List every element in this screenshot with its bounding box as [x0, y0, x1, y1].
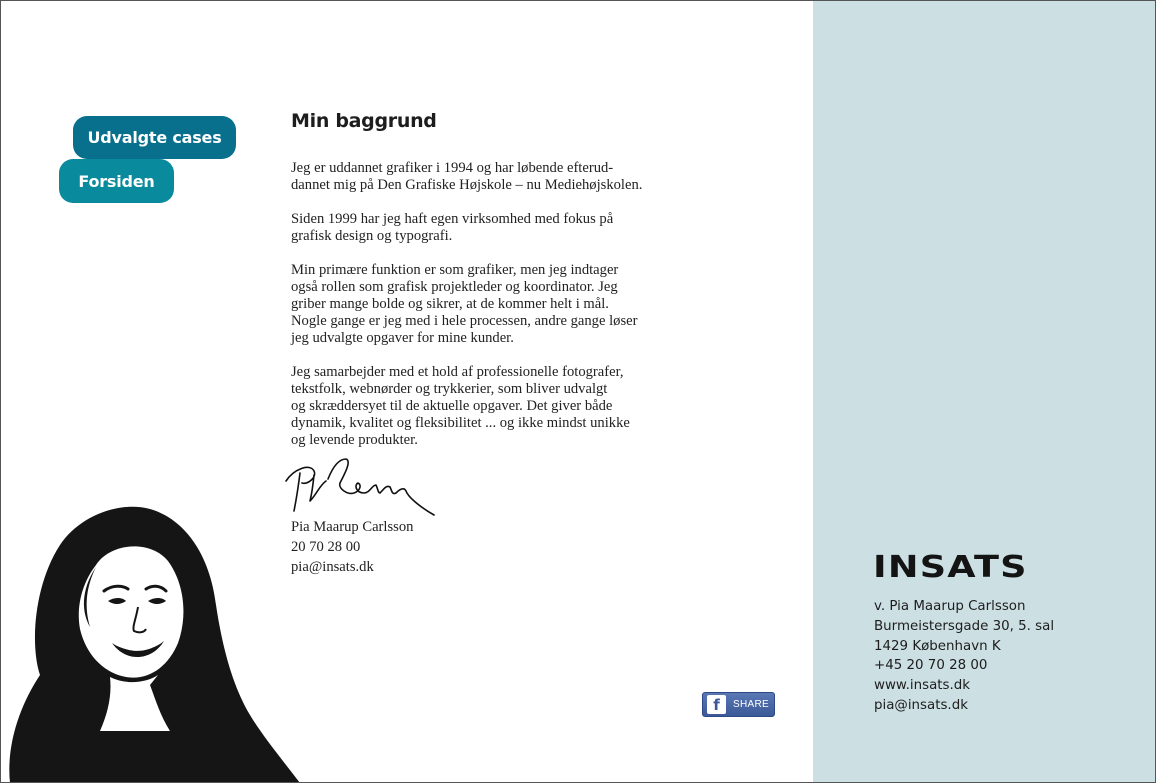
address-website-link[interactable]: www.insats.dk: [874, 678, 971, 694]
paragraph: Siden 1999 har jeg haft egen virksomhed med fokus på grafisk design og typografi.: [291, 211, 614, 244]
page-heading: Min baggrund: [291, 110, 437, 132]
facebook-icon: f: [707, 695, 726, 714]
company-address: [874, 597, 1054, 716]
address-line: Burmeistersgade 30, 5. sal: [874, 618, 1055, 634]
paragraph: Jeg er uddannet grafiker i 1994 og har løbende efterud- dannet mig på Den Grafiske Højskole – nu Mediehøjskolen.: [291, 160, 643, 193]
contact-name: Pia Maarup Carlsson: [291, 519, 414, 535]
portrait-image: [0, 495, 310, 783]
facebook-share-button[interactable]: [702, 692, 775, 717]
address-phone: +45 20 70 28 00: [874, 658, 988, 674]
paragraph: Min primære funktion er som grafiker, men jeg indtager også rollen som grafisk projektleder og koordinator. Jeg griber mange bolde og sikrer, at de kommer helt i mål. Nogle gange er jeg med i hele processen, andre gange løser jeg udvalgte opgaver for mine kunder.: [291, 262, 638, 346]
paragraph: Jeg samarbejder med et hold af professionelle fotografer, tekstfolk, webnørder og trykkerier, som bliver udvalgt og skræddersyet til de aktuelle opgaver. Det giver både dynamik, kvalitet og fleksibilitet ... og ikke mindst unikke og levende produkter.: [291, 364, 630, 448]
nav-button-forsiden[interactable]: Forsiden: [59, 159, 174, 203]
address-line: 1429 København K: [874, 638, 1001, 654]
address-line: v. Pia Maarup Carlsson: [874, 599, 1026, 614]
contact-email: pia@insats.dk: [291, 559, 374, 575]
article-body: [291, 160, 691, 466]
address-email-link[interactable]: pia@insats.dk: [874, 697, 968, 713]
share-label: SHARE: [733, 699, 769, 710]
company-logo: INSATS: [873, 550, 1028, 585]
nav-button-udvalgte-cases[interactable]: Udvalgte cases: [73, 116, 236, 159]
contact-phone: 20 70 28 00: [291, 539, 361, 555]
